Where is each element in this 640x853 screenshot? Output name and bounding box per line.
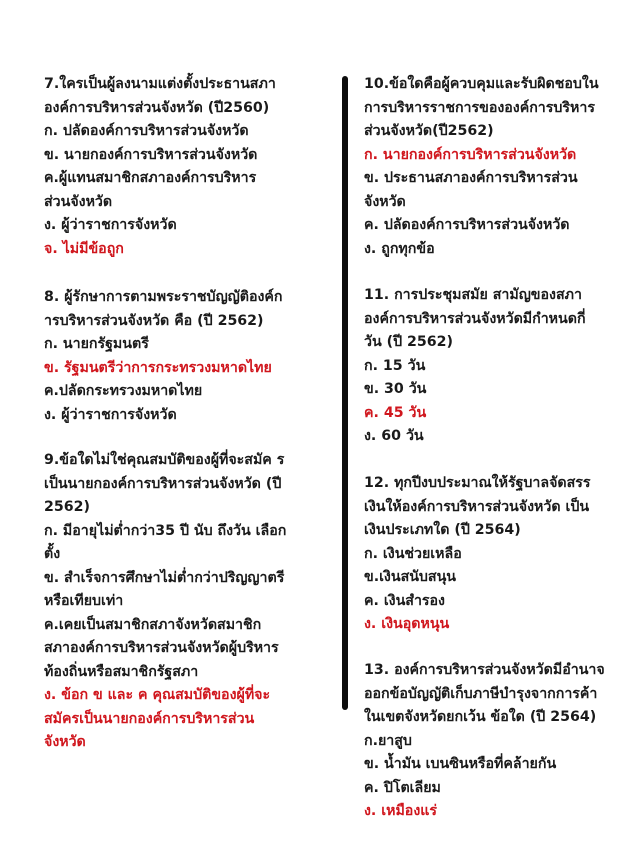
- option-a: ก. มีอายุไม่ต่ำกว่า35 ปี นับ ถึงวัน เลือก: [44, 522, 287, 539]
- option-b: ข. น้ำมัน เบนซินหรือที่คล้ายกัน: [364, 756, 557, 772]
- question-11: [364, 284, 626, 449]
- option-b: ข. 30 วัน: [364, 381, 427, 397]
- option-a: ก. เงินช่วยเหลือ: [364, 545, 462, 562]
- option-d-answer-cont: สมัครเป็นนายกองค์การบริหารส่วน: [44, 710, 255, 727]
- option-c: ค.ผู้แทนสมาชิกสภาองค์การบริหาร: [44, 170, 257, 186]
- option-b: ข. ประธานสภาองค์การบริหารส่วน: [364, 170, 578, 186]
- question-8: [44, 286, 306, 427]
- question-text: ออกข้อบัญญัติเก็บภาษีบำรุงจากการค้า: [364, 685, 598, 702]
- option-b-answer: ข. รัฐมนตรีว่าการกระทรวงมหาดไทย: [44, 359, 272, 376]
- option-a: ก. ปลัดองค์การบริหารส่วนจังหวัด: [44, 123, 249, 139]
- option-b: ข.เงินสนับสนุน: [364, 569, 456, 585]
- question-13: [364, 659, 626, 824]
- option-d: ง. 60 วัน: [364, 428, 424, 444]
- option-c: ค.เคยเป็นสมาชิกสภาจังหวัดสมาชิก: [44, 616, 262, 633]
- option-c: ค. ปลัดองค์การบริหารส่วนจังหวัด: [364, 217, 570, 233]
- question-text: 10.ข้อใดคือผู้ควบคุมและรับผิดชอบใน: [364, 76, 599, 92]
- question-text: 2562): [44, 499, 90, 515]
- question-text: การบริหารราชการขององค์การบริหาร: [364, 99, 595, 116]
- question-text: ส่วนจังหวัด(ปี2562): [364, 123, 494, 139]
- question-text: เป็นนายกองค์การบริหารส่วนจังหวัด (ปี: [44, 475, 282, 492]
- option-e-answer: จ. ไม่มีข้อถูก: [44, 240, 124, 257]
- question-text: 7.ใครเป็นผู้ลงนามแต่งตั้งประธานสภา: [44, 76, 276, 92]
- option-d: ง. ถูกทุกข้อ: [364, 240, 435, 257]
- option-d-answer: ง. เหมืองแร่: [364, 803, 438, 819]
- question-12: [364, 472, 626, 637]
- option-c: ค. ปิโตเลียม: [364, 779, 441, 796]
- question-text: ารบริหารส่วนจังหวัด คือ (ปี 2562): [44, 312, 264, 329]
- question-text: องค์การบริหารส่วนจังหวัด (ปี2560): [44, 99, 270, 116]
- question-text: 11. การประชุมสมัย สามัญของสภา: [364, 287, 582, 303]
- option-c-cont: สภาองค์การบริหารส่วนจังหวัดผู้บริหาร: [44, 640, 279, 656]
- option-a-cont: ตั้ง: [44, 546, 61, 562]
- question-text: เงินให้องค์การบริหารส่วนจังหวัด เป็น: [364, 498, 590, 515]
- question-10: [364, 73, 626, 261]
- question-text: 8. ผู้รักษาการตามพระราชบัญญัติองค์ก: [44, 289, 283, 305]
- option-a: ก.ยาสูบ: [364, 732, 412, 749]
- option-d-answer: ง. ข้อก ข และ ค คุณสมบัติของผู้ที่จะ: [44, 687, 271, 703]
- option-c: ค.ปลัดกระทรวงมหาดไทย: [44, 383, 203, 399]
- option-b: ข. นายกองค์การบริหารส่วนจังหวัด: [44, 146, 258, 163]
- question-text: 12. ทุกปีงบประมาณให้รัฐบาลจัดสรร: [364, 475, 591, 491]
- question-text: ในเขตจังหวัดยกเว้น ข้อใด (ปี 2564): [364, 709, 597, 725]
- question-text: วัน (ปี 2562): [364, 334, 454, 350]
- question-text: 13. องค์การบริหารส่วนจังหวัดมีอำนาจ: [364, 662, 605, 678]
- option-b-cont: หรือเทียบเท่า: [44, 593, 124, 609]
- question-text: 9.ข้อใดไม่ใช่คุณสมบัติของผู้ที่จะสมัค ร: [44, 452, 285, 468]
- question-text: องค์การบริหารส่วนจังหวัดมีกำหนดกี่: [364, 310, 586, 327]
- option-a: ก. นายกรัฐมนตรี: [44, 336, 149, 352]
- option-d-answer: ง. เงินอุดหนุน: [364, 616, 450, 632]
- option-d-answer-cont: จังหวัด: [44, 734, 86, 750]
- option-a: ก. 15 วัน: [364, 357, 426, 374]
- option-b-cont: จังหวัด: [364, 193, 406, 210]
- option-c-cont: ส่วนจังหวัด: [44, 193, 113, 210]
- option-c-answer: ค. 45 วัน: [364, 404, 427, 421]
- question-text: เงินประเภทใด (ปี 2564): [364, 522, 521, 538]
- option-d: ง. ผู้ว่าราชการจังหวัด: [44, 217, 177, 233]
- question-7: [44, 73, 306, 261]
- column-divider: [342, 76, 348, 710]
- option-c-cont: ท้องถิ่นหรือสมาชิกรัฐสภา: [44, 663, 199, 680]
- option-d: ง. ผู้ว่าราชการจังหวัด: [44, 406, 177, 423]
- option-c: ค. เงินสำรอง: [364, 592, 445, 609]
- option-b: ข. สำเร็จการศึกษาไม่ต่ำกว่าปริญญาตรี: [44, 569, 285, 586]
- question-9: [44, 449, 306, 755]
- option-a-answer: ก. นายกองค์การบริหารส่วนจังหวัด: [364, 146, 577, 163]
